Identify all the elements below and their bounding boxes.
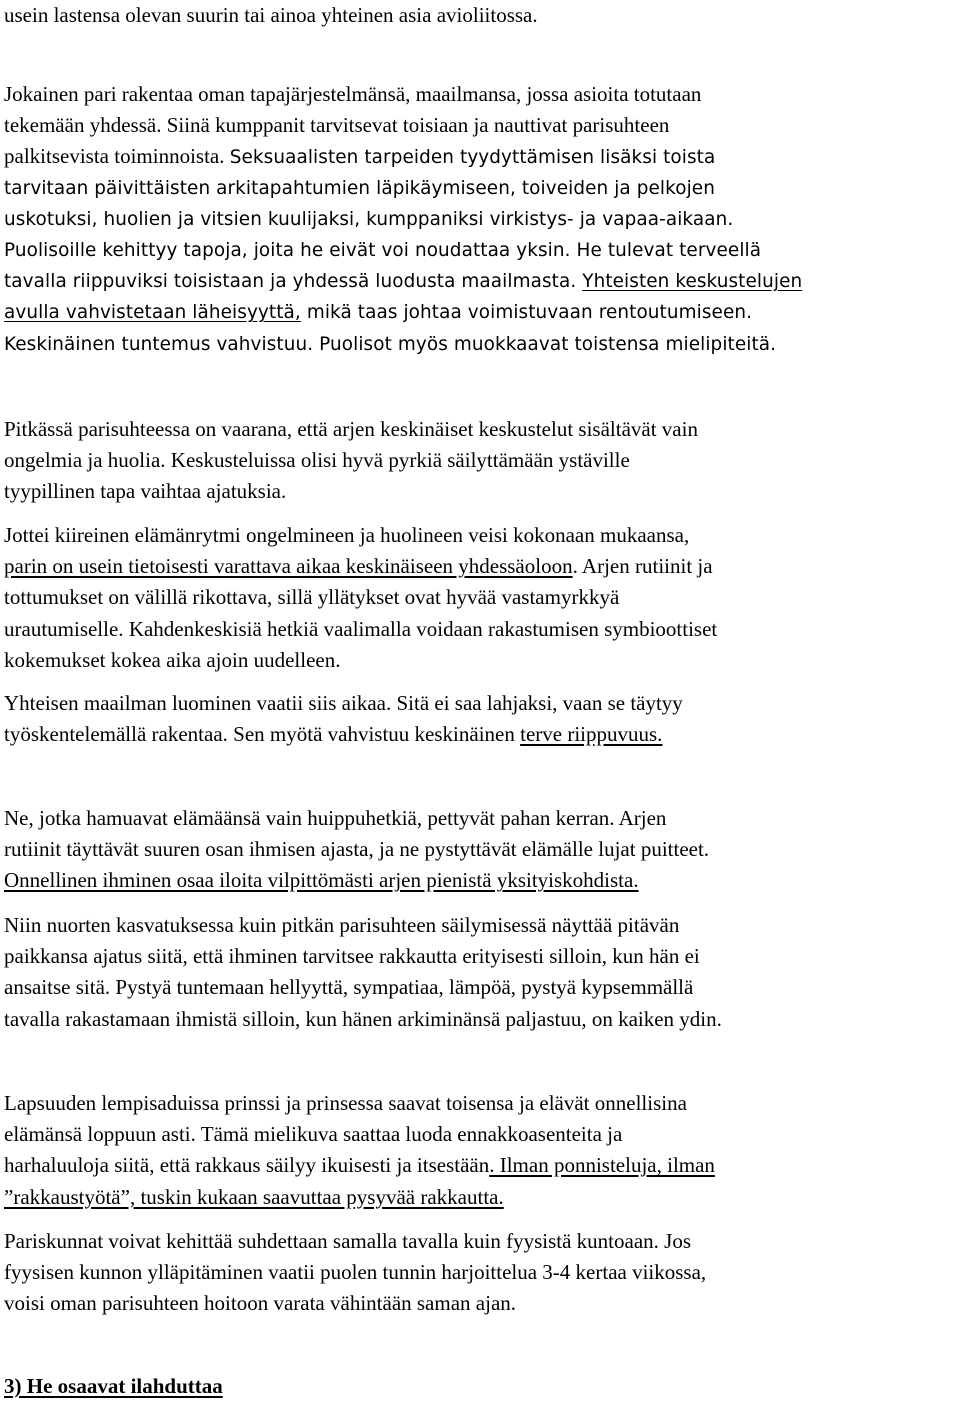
text-line [4, 297, 802, 328]
paragraph-4 [4, 688, 683, 750]
text-segment: Seksuaalisten tarpeiden tyydyttämisen lisäksi toista [229, 147, 716, 169]
text-line: Jottei kiireinen elämänrytmi ongelmineen ja huolineen veisi kokonaan mukaansa, [4, 523, 690, 547]
text-line: tarvitaan päivittäisten arkitapahtumien läpikäymiseen, toiveiden ja pelkojen [4, 177, 715, 199]
underlined-text: Yhteisten keskustelujen [582, 271, 803, 293]
paragraph-2 [4, 414, 698, 508]
text-line [4, 141, 802, 172]
text-line: Pitkässä parisuhteessa on vaarana, että arjen keskinäiset keskustelut sisältävät vain [4, 417, 698, 441]
text-line: Yhteisen maailman luominen vaatii siis aikaa. Sitä ei saa lahjaksi, vaan se täytyy [4, 691, 683, 715]
paragraph-7 [4, 1088, 715, 1213]
text-line [4, 1150, 715, 1181]
text-line: kokemukset kokea aika ajoin uudelleen. [4, 647, 341, 672]
paragraph-6 [4, 910, 722, 1035]
text-line [4, 719, 683, 750]
text-line: Ne, jotka hamuavat elämäänsä vain huippuhetkiä, pettyvät pahan kerran. Arjen [4, 806, 667, 830]
paragraph-1 [4, 79, 802, 360]
text-segment: palkitsevista toiminnoista. [4, 144, 225, 169]
text-line: rutiinit täyttävät suuren osan ihmisen ajasta, ja ne pystyttävät elämälle lujat puitteet. [4, 837, 710, 862]
text-segment: Keskusteluissa olisi hyvä pyrkiä säilyttämään ystäville [170, 448, 630, 473]
text-line: tottumukset on välillä rikottava, sillä yllätykset ovat hyvää vastamyrkkyä [4, 585, 620, 610]
text-segment: Keskinäinen tuntemus vahvistuu. [4, 333, 314, 355]
text-line: paikkansa ajatus siitä, että ihminen tarvitsee rakkautta erityisesti silloin, kun hän ei [4, 944, 700, 969]
underlined-text: ”rakkaustyötä”, tuskin kukaan saavuttaa pysyvää rakkautta. [4, 1184, 504, 1209]
underlined-text: . Ilman ponnisteluja, ilman [489, 1153, 715, 1178]
text-line [4, 266, 802, 297]
text-line [4, 614, 717, 645]
text-segment: urautumiselle. [4, 616, 124, 641]
text-line: fyysisen kunnon ylläpitäminen vaatii puolen tunnin harjoittelua 3-4 kertaa viikossa, [4, 1260, 707, 1285]
heading-text: 3) He osaavat ilahduttaa [4, 1374, 223, 1398]
text-line: uskotuksi, huolien ja vitsien kuulijaksi, kumppaniksi virkistys- ja vapaa-aikaan. [4, 208, 734, 230]
paragraph-0 [4, 0, 538, 31]
paragraph-3 [4, 520, 717, 676]
underlined-text: Onnellinen ihminen osaa iloita vilpittömästi arjen pienistä yksityiskohdista. [4, 868, 639, 893]
text-line: Jokainen pari rakentaa oman tapajärjestelmänsä, maailmansa, jossa asioita totutaan [4, 82, 702, 106]
text-line: voisi oman parisuhteen hoitoon varata vähintään saman ajan. [4, 1291, 517, 1316]
section-heading [4, 1371, 223, 1402]
text-line [4, 445, 698, 476]
text-line: Niin nuorten kasvatuksessa kuin pitkän parisuhteen säilymisessä näyttää pitävän [4, 913, 680, 937]
text-segment: Kahdenkeskisiä hetkiä vaalimalla voidaan rakastumisen symbioottiset [128, 616, 718, 641]
text-line [4, 551, 717, 582]
text-segment: . Arjen rutiinit ja [572, 554, 713, 579]
text-segment: Puolisot myös muokkaavat toistensa mielipiteitä. [319, 333, 777, 355]
text-line: tavalla rakastamaan ihmistä silloin, kun hänen arkiminänsä paljastuu, on kaiken ydin. [4, 1006, 722, 1031]
paragraph-5 [4, 803, 709, 897]
text-segment: mikä taas johtaa voimistuvaan rentoutumiseen. [306, 302, 753, 324]
underlined-text: avulla vahvistetaan läheisyyttä, [4, 302, 301, 324]
text-line: Pariskunnat voivat kehittää suhdettaan samalla tavalla kuin fyysistä kuntoaan. Jos [4, 1229, 692, 1253]
text-line: Lapsuuden lempisaduissa prinssi ja prinsessa saavat toisensa ja elävät onnellisina [4, 1091, 687, 1115]
text-line: ansaitse sitä. Pystyä tuntemaan hellyyttä, sympatiaa, lämpöä, pystyä kypsemmällä [4, 975, 694, 1000]
text-segment: ongelmia ja huolia. [4, 448, 166, 473]
text-line [4, 329, 802, 360]
paragraph-8 [4, 1226, 706, 1320]
text-line: elämänsä loppuun asti. Tämä mielikuva saattaa luoda ennakkoasenteita ja [4, 1122, 623, 1147]
text-line [4, 235, 802, 266]
text-line: tyypillinen tapa vaihtaa ajatuksia. [4, 479, 287, 504]
text-segment: Puolisoille kehittyy tapoja, joita he eivät voi noudattaa yksin. [4, 239, 571, 261]
text-line: usein lastensa olevan suurin tai ainoa yhteinen asia avioliitossa. [4, 3, 538, 27]
underlined-text: parin on usein tietoisesti varattava aikaa keskinäiseen yhdessäoloon [4, 554, 573, 579]
text-line: tekemään yhdessä. Siinä kumppanit tarvitsevat toisiaan ja nauttivat parisuhteen [4, 113, 670, 138]
text-segment: He tulevat terveellä [576, 239, 762, 261]
text-segment: harhaluuloja siitä, että rakkaus säilyy ikuisesti ja itsestään [4, 1153, 490, 1178]
text-segment: työskentelemällä rakentaa. Sen myötä vahvistuu keskinäinen [4, 722, 515, 747]
text-segment: tavalla riippuviksi toisistaan ja yhdessä luodusta maailmasta. [4, 271, 577, 293]
underlined-text: terve riippuvuus. [520, 722, 663, 747]
